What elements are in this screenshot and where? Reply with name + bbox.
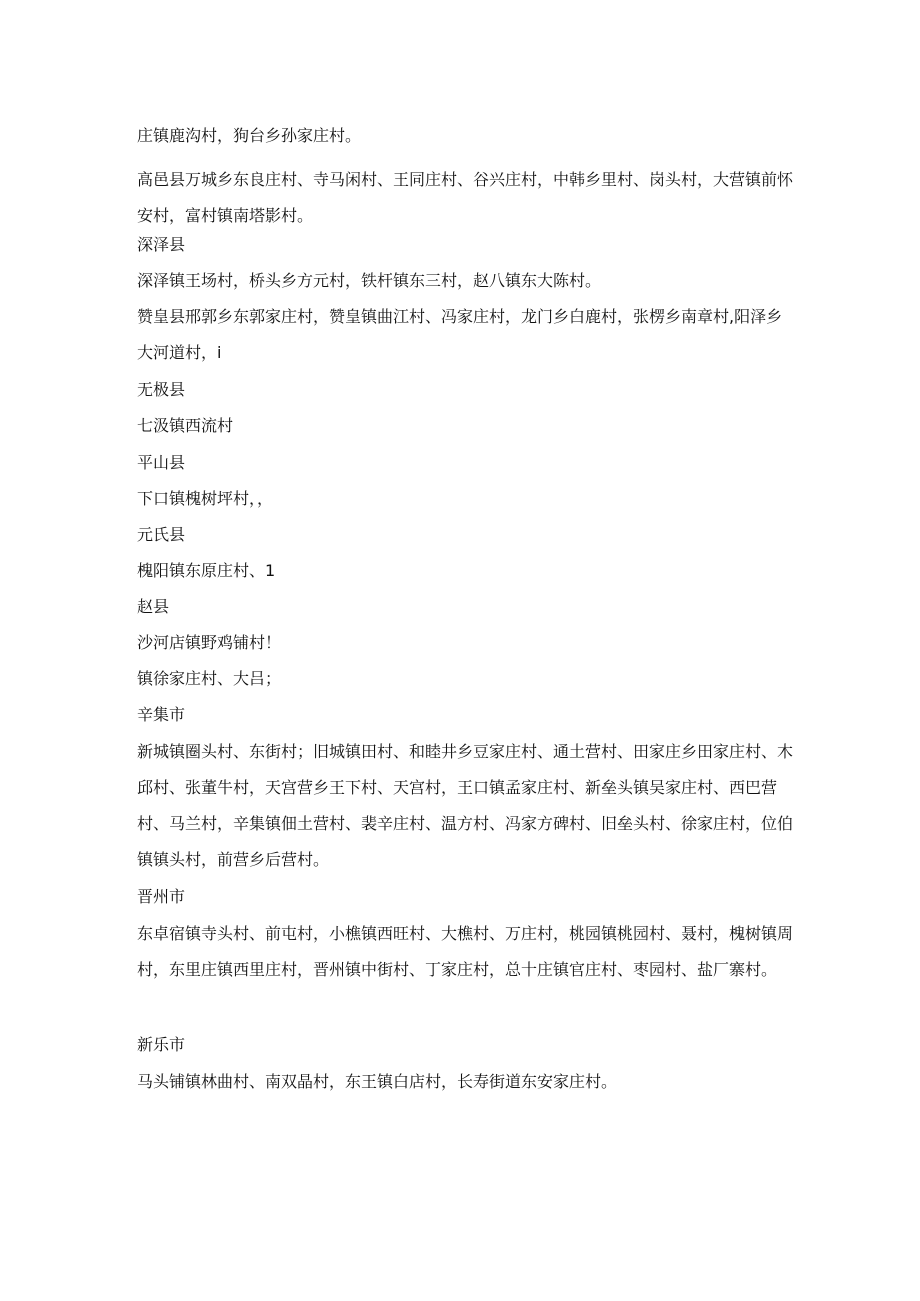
paragraph-zhao-county-2: 镇徐家庄村、大吕；: [137, 669, 282, 688]
heading-wuji-county: 无极县: [137, 380, 186, 399]
paragraph-yuanshi-county: 槐阳镇东原庄村、1: [137, 561, 276, 580]
heading-xinle-city: 新乐市: [137, 1035, 186, 1054]
paragraph-intro: 庄镇鹿沟村，狗台乡孙家庄村。: [137, 126, 362, 145]
paragraph-zhao-county-1: 沙河店镇野鸡铺村！: [137, 633, 282, 652]
heading-zhao-county: 赵县: [137, 597, 170, 616]
paragraph-pingshan-county: 下口镇槐树坪村，，: [137, 489, 274, 508]
paragraph-xinji-city: 新城镇圈头村、东街村；旧城镇田村、和睦井乡豆家庄村、通土营村、田家庄乡田家庄村、木邱村、张董牛村，天宫营乡王下村、天宫村，王口镇孟家庄村、新垒头镇吴家庄村、西巴营村、马兰村，辛集镇佃土营村、裴辛庄村、温方村、冯家方碑村、旧垒头村、徐家庄村，位伯镇镇头村，前营乡后营村。: [137, 742, 794, 869]
paragraph-wuji-county: 七汲镇西流村: [137, 416, 234, 435]
paragraph-xinle-city: 马头铺镇林曲村、南双晶村，东王镇白店村，长寿街道东安家庄村。: [137, 1072, 618, 1091]
heading-xinji-city: 辛集市: [137, 705, 186, 724]
heading-jinzhou-city: 晋州市: [137, 887, 186, 906]
paragraph-jinzhou-city: 东卓宿镇寺头村、前屯村，小樵镇西旺村、大樵村、万庄村，桃园镇桃园村、聂村，槐树镇周村，东里庄镇西里庄村，晋州镇中街村、丁家庄村，总十庄镇官庄村、枣园村、盐厂寨村。: [137, 924, 794, 979]
heading-shenze-county: 深泽县: [137, 235, 186, 254]
heading-pingshan-county: 平山县: [137, 453, 186, 472]
paragraph-zanhuang-county: 赞皇县邢郭乡东郭家庄村，赞皇镇曲江村、冯家庄村，龙门乡白鹿村，张楞乡南章村,阳泽乡大河道村，i: [137, 307, 783, 362]
paragraph-shenze-county: 深泽镇王场村，桥头乡方元村，铁杆镇东三村，赵八镇东大陈村。: [137, 271, 602, 290]
heading-yuanshi-county: 元氏县: [137, 525, 186, 544]
paragraph-gaoyi-county: 高邑县万城乡东良庄村、寺马闲村、王同庄村、谷兴庄村，中韩乡里村、岗头村，大营镇前怀安村，富村镇南塔影村。: [137, 170, 794, 225]
